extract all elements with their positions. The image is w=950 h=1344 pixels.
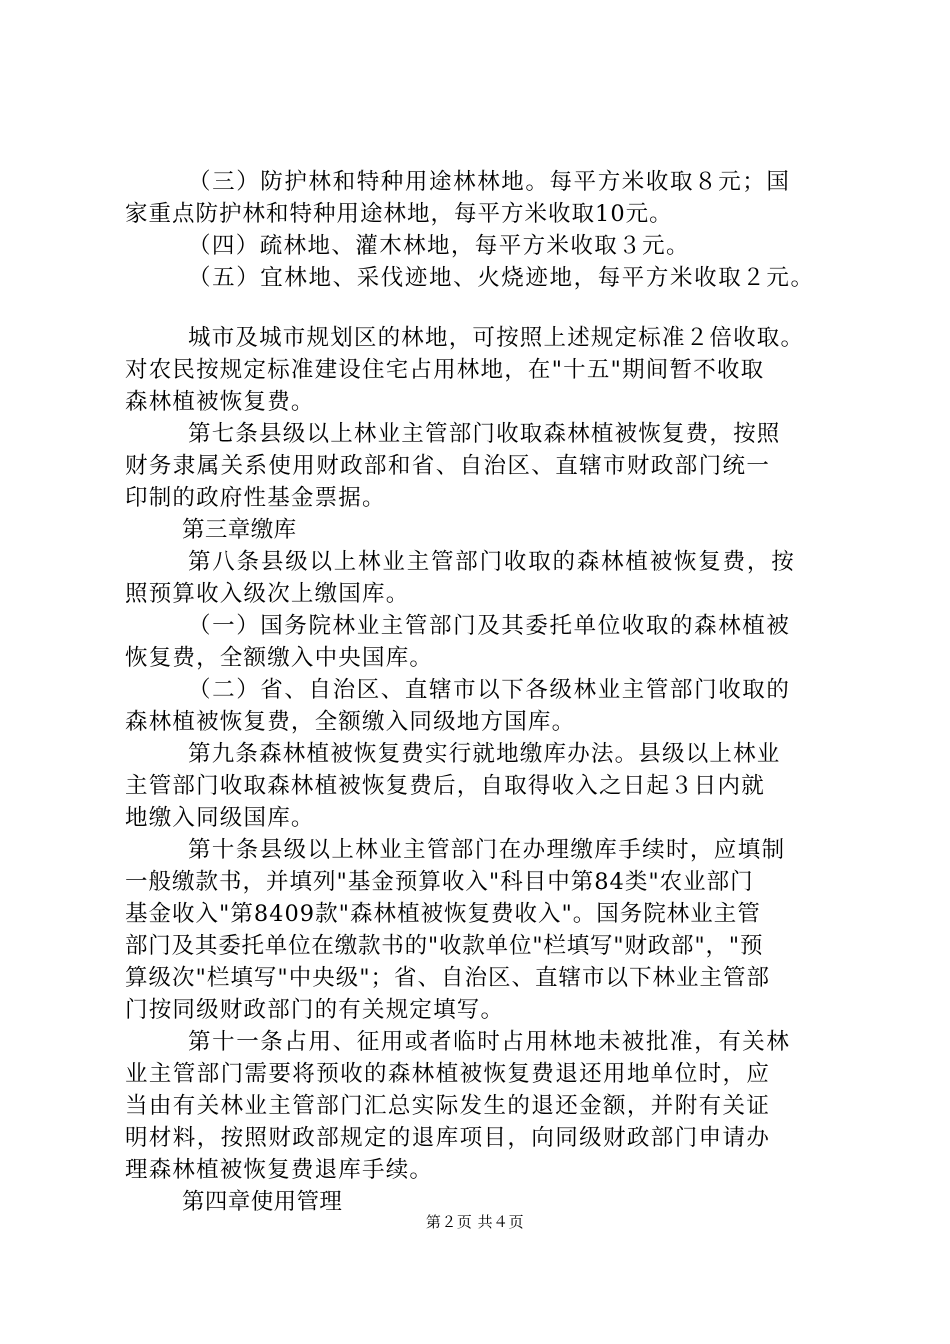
text-line: （五）宜林地、采伐迹地、火烧迹地，每平方米收取２元。 [188,265,815,291]
text-line: 家重点防护林和特种用途林地，每平方米收取10元。 [125,201,673,227]
text-line: 第四章使用管理 [182,1189,343,1215]
page-footer: 第２页 共４页 [425,1213,525,1231]
text-line: 财务隶属关系使用财政部和省、自治区、直辖市财政部门统一 [125,453,771,479]
text-line: 第十一条占用、征用或者临时占用林地未被批准，有关林 [188,1029,791,1055]
text-line: 对农民按规定标准建设住宅占用林地，在"十五"期间暂不收取 [125,357,765,383]
text-line: 门按同级财政部门的有关规定填写。 [125,997,505,1023]
text-line: 业主管部门需要将预收的森林植被恢复费退还用地单位时，应 [125,1061,771,1087]
text-line: 当由有关林业主管部门汇总实际发生的退还金额，并附有关证 [125,1093,771,1119]
text-line: 森林植被恢复费，全额缴入同级地方国库。 [125,709,576,735]
text-line: 第七条县级以上林业主管部门收取森林植被恢复费，按照 [188,421,781,447]
text-line: （一）国务院林业主管部门及其委托单位收取的森林植被 [188,613,791,639]
text-line: 地缴入同级国库。 [125,805,315,831]
text-line: 第九条森林植被恢复费实行就地缴库办法。县级以上林业 [188,741,781,767]
text-line: 第八条县级以上林业主管部门收取的森林植被恢复费，按 [188,549,796,575]
text-line: 部门及其委托单位在缴款书的"收款单位"栏填写"财政部"，"预 [125,933,764,959]
text-line: 基金收入"第8409款"森林植被恢复费收入"。国务院林业主管 [125,901,761,927]
text-line: 一般缴款书，并填列"基金预算收入"科目中第84类"农业部门 [125,869,754,895]
text-line: 恢复费，全额缴入中央国库。 [125,645,434,671]
text-line: （四）疏林地、灌木林地，每平方米收取３元。 [188,233,690,259]
text-line: 明材料，按照财政部规定的退库项目，向同级财政部门申请办 [125,1125,771,1151]
text-line: 第三章缴库 [182,517,297,543]
text-line: 主管部门收取森林植被恢复费后，自取得收入之日起３日内就 [125,773,765,799]
text-line: （二）省、自治区、直辖市以下各级林业主管部门收取的 [188,677,791,703]
text-line: 算级次"栏填写"中央级"；省、自治区、直辖市以下林业主管部 [125,965,771,991]
text-line: 城市及城市规划区的林地，可按照上述规定标准２倍收取。 [188,325,805,351]
text-line: 理森林植被恢复费退库手续。 [125,1157,434,1183]
text-line: 印制的政府性基金票据。 [125,485,386,511]
text-line: 森林植被恢复费。 [125,389,315,415]
text-line: （三）防护林和特种用途林林地。每平方米收取８元；国 [188,169,791,195]
text-line: 第十条县级以上林业主管部门在办理缴库手续时，应填制 [188,837,786,863]
text-line: 照预算收入级次上缴国库。 [125,581,410,607]
